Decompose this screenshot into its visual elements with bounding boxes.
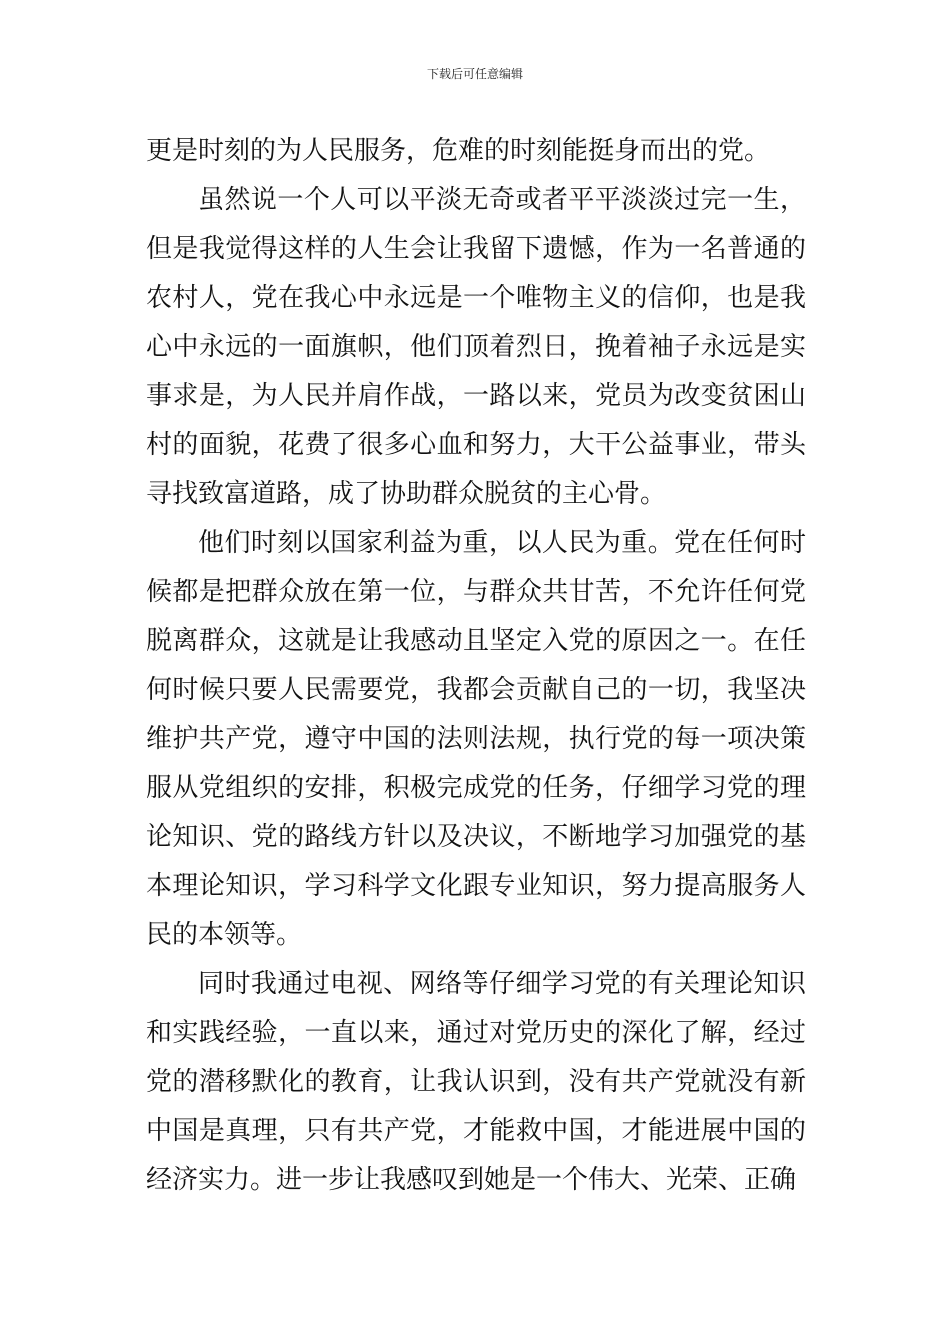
paragraph-2: 虽然说一个人可以平淡无奇或者平平淡淡过完一生，但是我觉得这样的人生会让我留下遗憾，作为一名普通的农村人，党在我心中永远是一个唯物主义的信仰，也是我心中永远的一面旗帜，他们顶着烈日，挽着袖子永远是实事求是，为人民并肩作战，一路以来，党员为改变贫困山村的面貌，花费了很多心血和努力，大干公益事业，带头寻找致富道路，成了协助群众脱贫的主心骨。	[146, 185, 806, 509]
paragraph-4: 同时我通过电视、网络等仔细学习党的有关理论知识和实践经验，一直以来，通过对党历史的深化了解，经过党的潜移默化的教育，让我认识到，没有共产党就没有新中国是真理，只有共产党，才能救中国，才能进展中国的经济实力。进一步让我感叹到她是一个伟大、光荣、正确	[146, 969, 806, 1195]
paragraph-3: 他们时刻以国家利益为重，以人民为重。党在任何时候都是把群众放在第一位，与群众共甘苦，不允许任何党脱离群众，这就是让我感动且坚定入党的原因之一。在任何时候只要人民需要党，我都会贡献自己的一切，我坚决维护共产党，遵守中国的法则法规，执行党的每一项决策服从党组织的安排，积极完成党的任务，仔细学习党的理论知识、党的路线方针以及决议，不断地学习加强党的基本理论知识，学习科学文化跟专业知识，努力提高服务人民的本领等。	[146, 528, 806, 950]
page-header-note: 下载后可任意编辑	[426, 67, 523, 81]
paragraph-1: 更是时刻的为人民服务，危难的时刻能挺身而出的党。	[146, 136, 771, 166]
document-body	[146, 127, 806, 1205]
